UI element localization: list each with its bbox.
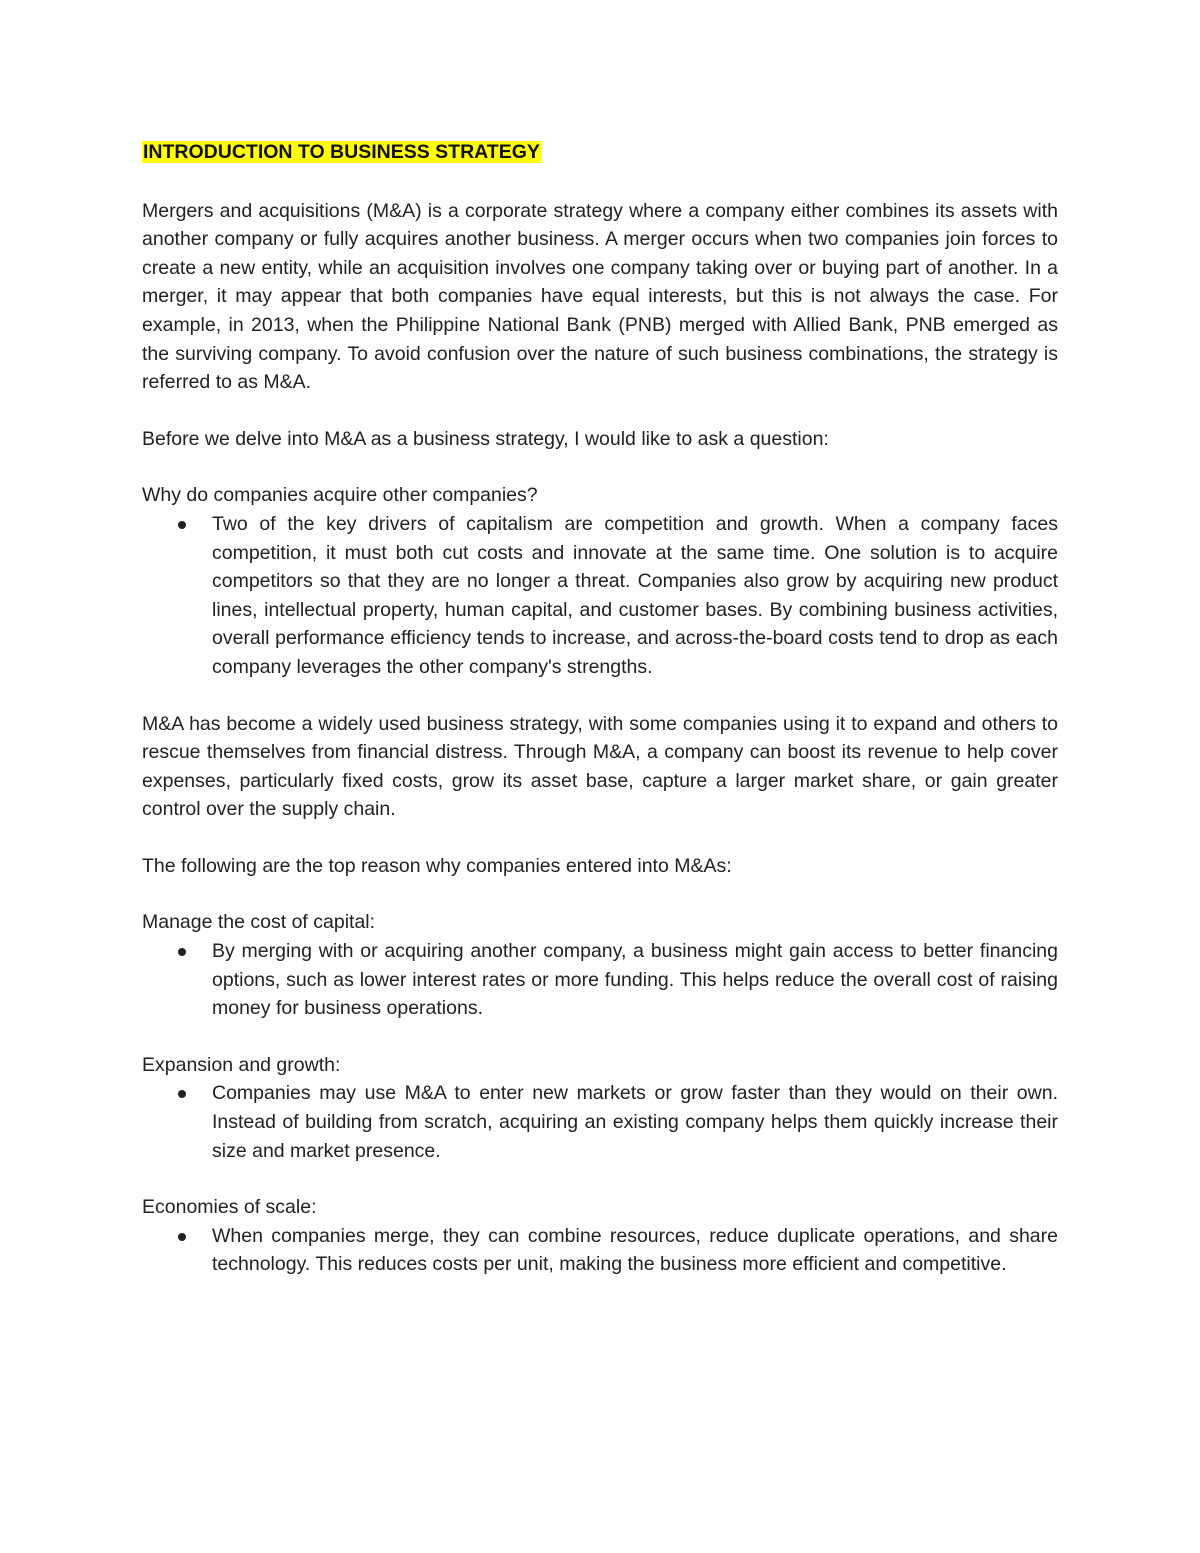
- list-item: [212, 937, 1058, 1023]
- list-item: [212, 510, 1058, 682]
- document-title: [142, 138, 1058, 167]
- reason-heading-expansion: Expansion and growth:: [142, 1053, 341, 1076]
- question-lead-paragraph: Before we delve into M&A as a business strategy, I would like to ask a question:: [142, 427, 829, 450]
- reasons-intro-paragraph: The following are the top reason why companies entered into M&As:: [142, 854, 732, 877]
- bullet-icon: [178, 1233, 186, 1241]
- bullet-icon: [178, 948, 186, 956]
- list-item-text: When companies merge, they can combine resources, reduce duplicate operations, and share technology. This reduces costs per unit, making the business more efficient and competitive.: [212, 1224, 1058, 1276]
- reason-bullet-list: [142, 1079, 1058, 1165]
- list-item: [212, 1222, 1058, 1279]
- reason-heading-economies-of-scale: Economies of scale:: [142, 1196, 317, 1219]
- question-heading: Why do companies acquire other companies?: [142, 484, 538, 507]
- bullet-icon: [178, 1090, 186, 1098]
- strategy-paragraph: M&A has become a widely used business strategy, with some companies using it to expand and others to rescue themselves from financial distress. Through M&A, a company can boost its revenue to help cover expenses, particularly fixed costs, grow its asset base, capture a larger market share, or gain greater control over the supply chain.: [142, 712, 1058, 821]
- bullet-icon: [178, 521, 186, 529]
- list-item-text: By merging with or acquiring another company, a business might gain access to better financing options, such as lower interest rates or more funding. This helps reduce the overall cost of raising money for business operations.: [212, 940, 1058, 1020]
- document-page: [142, 138, 1058, 1307]
- list-item: [212, 1079, 1058, 1165]
- intro-paragraph: Mergers and acquisitions (M&A) is a corporate strategy where a company either combines its assets with another company or fully acquires another business. A merger occurs when two companies join forces to create a new entity, while an acquisition involves one company taking over or buying part of another. In a merger, it may appear that both companies have equal interests, but this is not always the case. For example, in 2013, when the Philippine National Bank (PNB) merged with Allied Bank, PNB emerged as the surviving company. To avoid confusion over the nature of such business combinations, the strategy is referred to as M&A.: [142, 199, 1058, 394]
- list-item-text: Two of the key drivers of capitalism are competition and growth. When a company faces competition, it must both cut costs and innovate at the same time. One solution is to acquire competitors so that they are no longer a threat. Companies also grow by acquiring new product lines, intellectual property, human capital, and customer bases. By combining business activities, overall performance efficiency tends to increase, and across-the-board costs tend to drop as each company leverages the other company's strengths.: [212, 512, 1058, 678]
- reason-bullet-list: [142, 1222, 1058, 1279]
- title-highlight: INTRODUCTION TO BUSINESS STRATEGY: [143, 141, 540, 163]
- list-item-text: Companies may use M&A to enter new markets or grow faster than they would on their own. Instead of building from scratch, acquiring an existing company helps them quickly increase their size and market presence.: [212, 1082, 1058, 1162]
- reason-heading-cost-of-capital: Manage the cost of capital:: [142, 911, 376, 934]
- reason-bullet-list: [142, 937, 1058, 1023]
- question-bullet-list: [142, 510, 1058, 682]
